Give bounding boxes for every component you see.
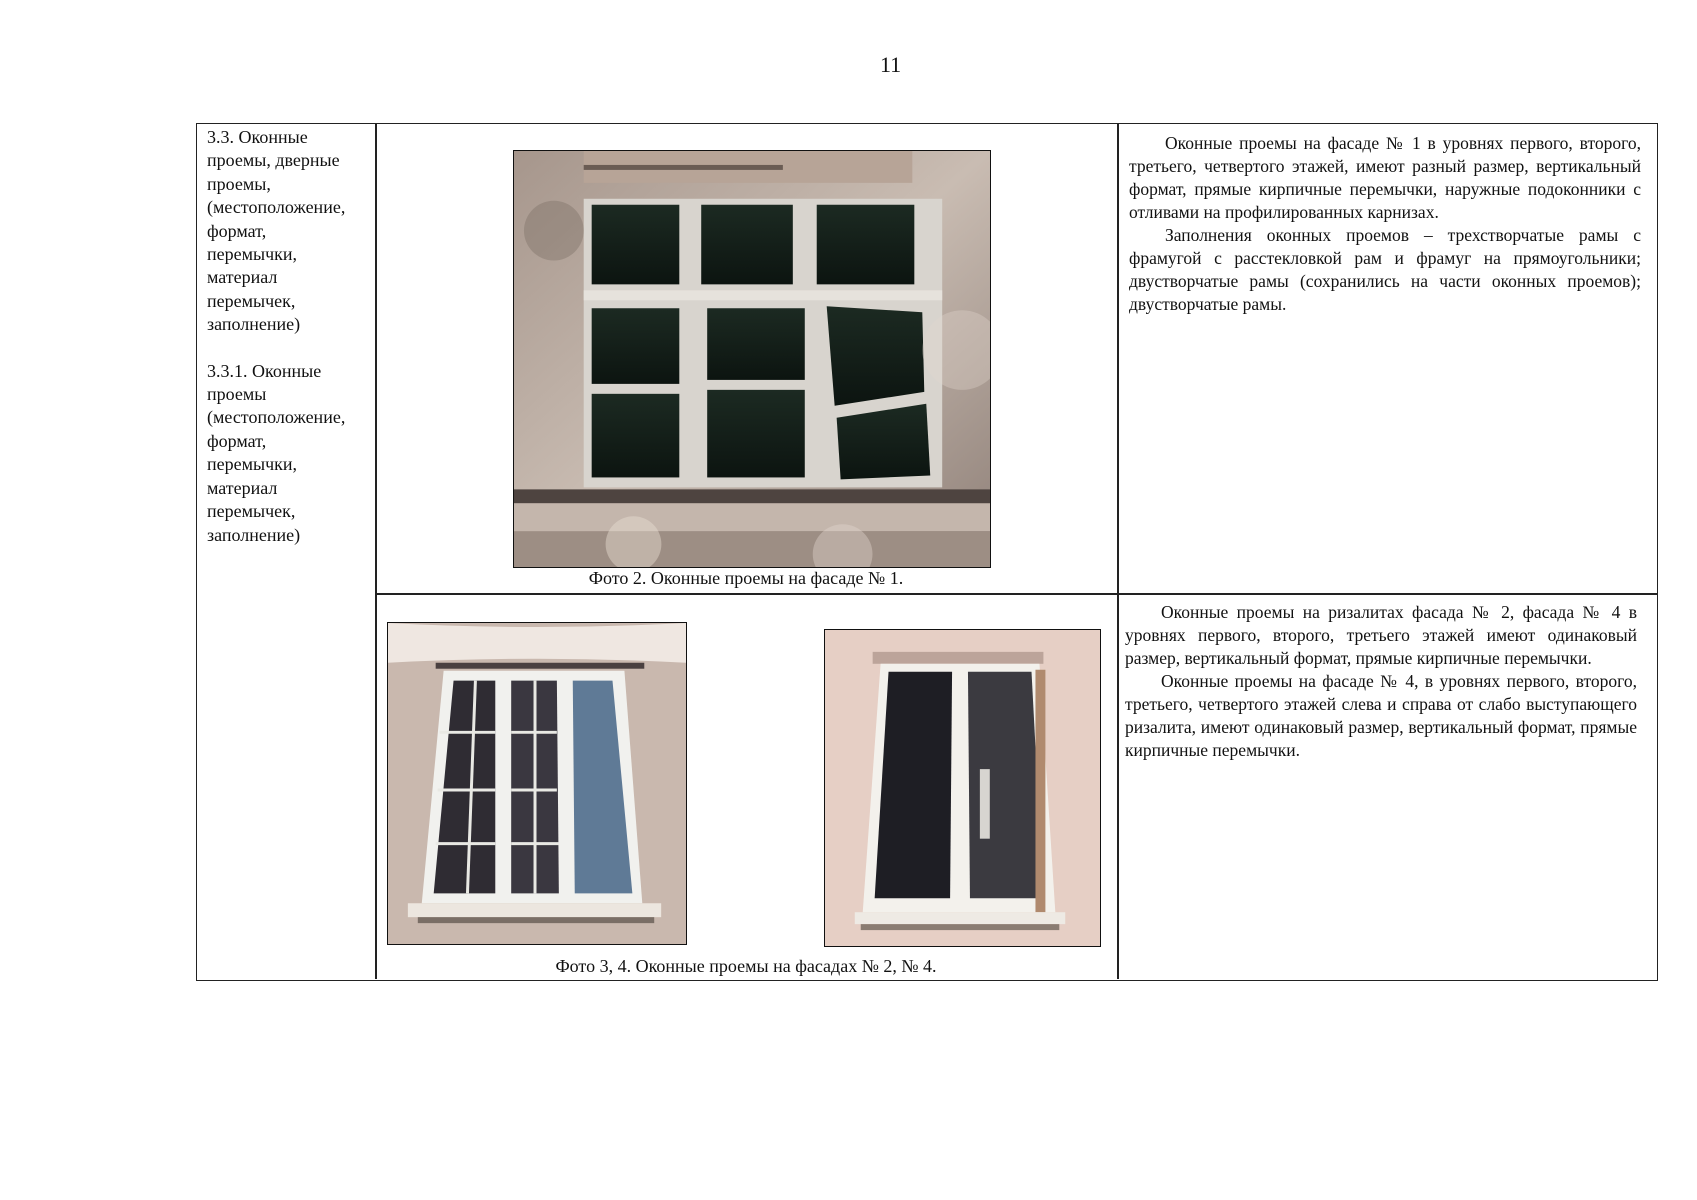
row-2-paragraph: Оконные проемы на фасаде № 4, в уровнях первого, второго, третьего, четвертого этажей слева и справа от слабо выступающего ризалита, имеют одинаковый размер, вертикальный формат, прямые кирпичные перемычки. — [1125, 671, 1637, 760]
section-heading-line: перемычек, — [207, 290, 296, 311]
subsection-heading-line: перемычки, — [207, 454, 298, 475]
section-heading-line: формат, — [207, 220, 267, 241]
subsection-heading-line: (местоположение, — [207, 407, 346, 428]
subsection-heading-line: проемы — [207, 384, 267, 405]
section-heading-line: 3.3. Оконные — [207, 127, 308, 147]
column-divider — [1117, 124, 1119, 979]
section-heading-cell — [207, 126, 377, 547]
section-heading-line: материал — [207, 267, 278, 288]
row-divider — [375, 593, 1657, 595]
row-2-description — [1125, 601, 1637, 762]
page-number: 11 — [880, 52, 902, 77]
subsection-heading-line: перемычек, — [207, 501, 296, 522]
section-heading-line: проемы, дверные — [207, 150, 340, 171]
row-1-paragraph: Оконные проемы на фасаде № 1 в уровнях первого, второго, третьего, четвертого этажей, имеют разный размер, вертикальный формат, прямые кирпичные перемычки, наружные подоконники с отливами на профилированных карнизах. — [1129, 133, 1641, 222]
photo-2-window-facade-1 — [513, 150, 991, 568]
section-heading-line: проемы, — [207, 173, 271, 194]
row-1-paragraph: Заполнения оконных проемов – трехстворчатые рамы с фрамугой с расстекловкой рам и фрамуг на прямоугольники; двустворчатые рамы (сохранились на части оконных проемов); двустворчатые рамы. — [1129, 225, 1641, 314]
section-heading-line: заполнение) — [207, 314, 301, 335]
photo-3-4-caption: Фото 3, 4. Оконные проемы на фасадах № 2, № 4. — [555, 956, 937, 976]
subsection-heading-line: 3.3.1. Оконные — [207, 360, 322, 381]
subsection-heading-line: заполнение) — [207, 524, 301, 545]
row-2-paragraph: Оконные проемы на ризалитах фасада № 2, фасада № 4 в уровнях первого, второго, третьего этажей имеют одинаковый размер, вертикальный формат, прямые кирпичные перемычки. — [1125, 602, 1637, 668]
photo-3-window-facade-2 — [387, 622, 687, 945]
photo-4-window-facade-4 — [824, 629, 1101, 947]
survey-table — [196, 123, 1658, 981]
row-1-description — [1129, 132, 1641, 316]
subsection-heading-line: формат, — [207, 430, 267, 451]
section-heading-line: (местоположение, — [207, 197, 346, 218]
photo-2-caption: Фото 2. Оконные проемы на фасаде № 1. — [588, 568, 904, 588]
section-heading-line: перемычки, — [207, 244, 298, 265]
subsection-heading-line: материал — [207, 477, 278, 498]
